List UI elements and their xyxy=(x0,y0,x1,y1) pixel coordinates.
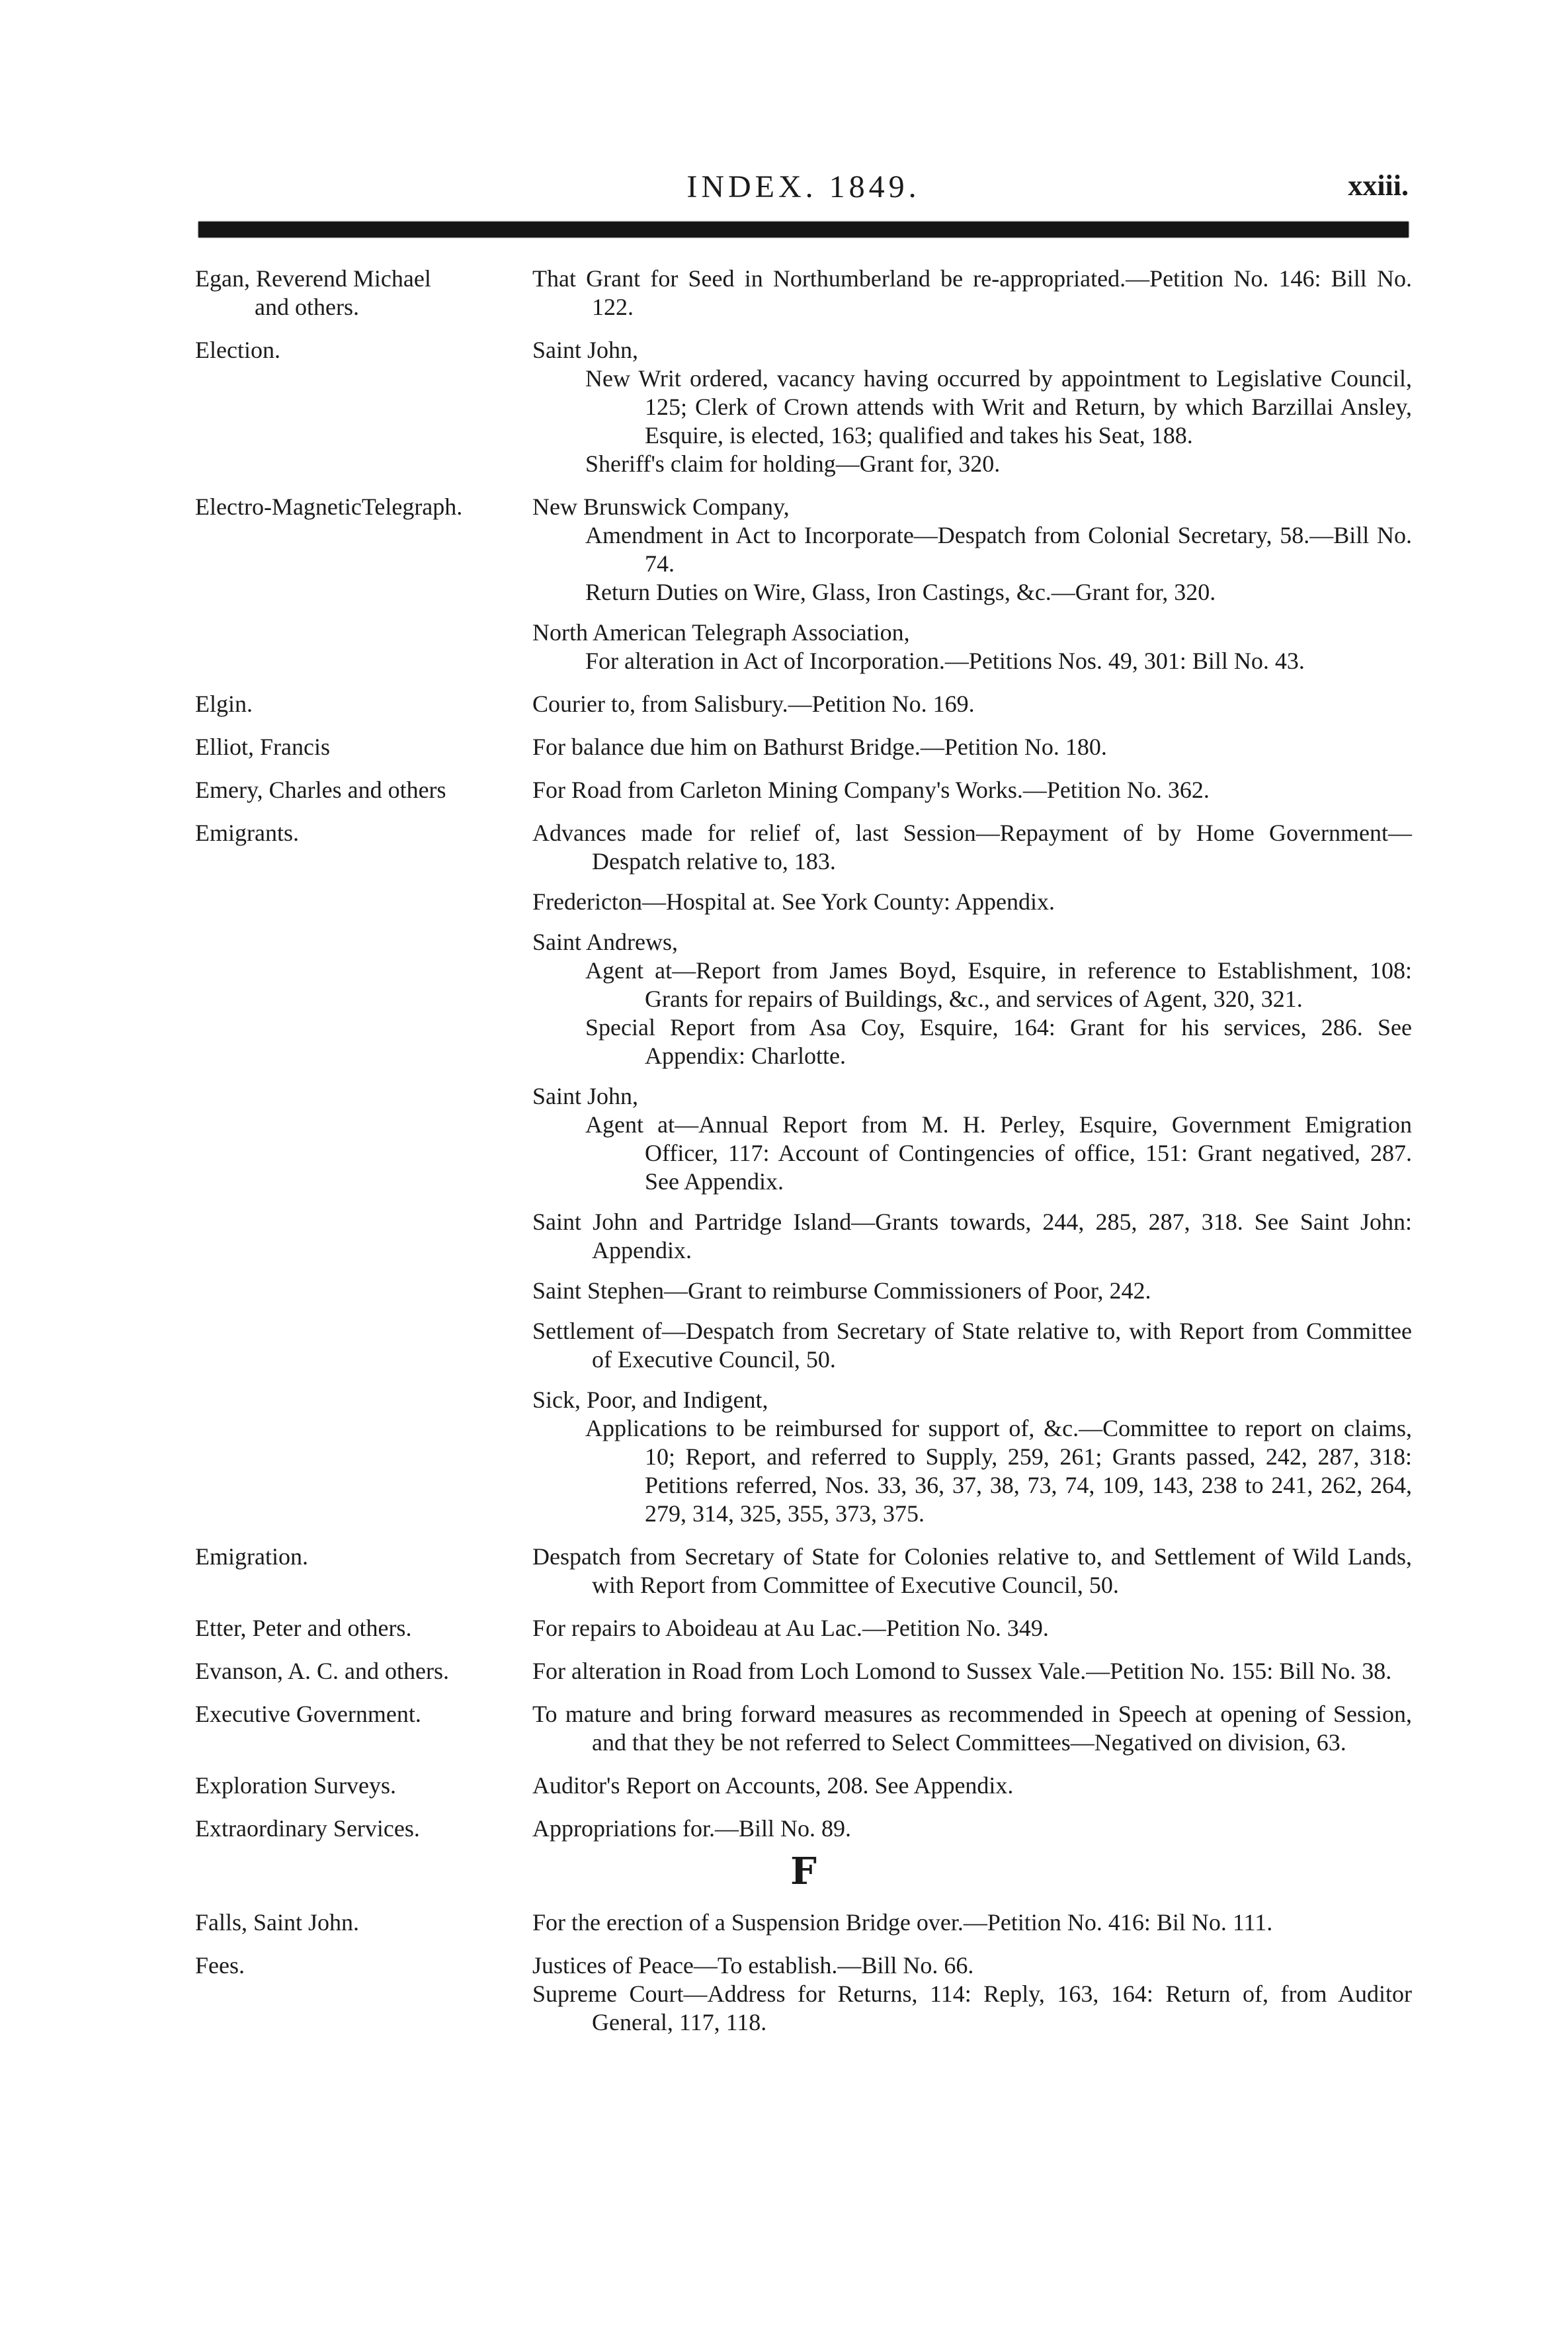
entry-body xyxy=(532,1614,1412,1643)
entry-body xyxy=(532,1543,1412,1600)
term-line: Elliot, Francis xyxy=(195,734,330,760)
term-line: Fees. xyxy=(195,1952,245,1979)
entry-line: For alteration in Road from Loch Lomond to Sussex Vale.—Petition No. 155: Bill No. 38. xyxy=(532,1658,1392,1684)
term-line: Executive Government. xyxy=(195,1701,421,1727)
entry-line: Auditor's Report on Accounts, 208. See Appendix. xyxy=(532,1772,1014,1799)
entry-body xyxy=(532,776,1412,804)
sub-entry-line: New Writ ordered, vacancy having occurred by appointment to Legislative Council, 125; Clerk of Crown attends with Writ and Return, by which Barzillai Ansley, Esquire, is elected, 163; qualified and takes his Seat, 188. xyxy=(585,365,1412,448)
sub-entry-line: Special Report from Asa Coy, Esquire, 164: Grant for his services, 286. See Appendix: Charlotte. xyxy=(585,1014,1412,1069)
entry-body xyxy=(532,733,1412,761)
entry-term xyxy=(195,1815,532,1843)
index-entry xyxy=(195,1543,1412,1600)
sub-entry-line: Applications to be reimbursed for support of, &c.—Committee to report on claims, 10; Report, and referred to Supply, 259, 261; Grants passed, 242, 287, 318: Petitions referred, Nos. 33, 36, 37, 38, 73, 74, 109, 143, 238 to 241, 262, 264, 279, 314, 325, 355, 373, 375. xyxy=(585,1415,1412,1527)
index-entry xyxy=(195,493,1412,675)
entry-line: New Brunswick Company, xyxy=(532,493,790,520)
entry-term xyxy=(195,776,532,804)
entry-term xyxy=(195,1657,532,1686)
header-rule xyxy=(198,222,1409,237)
index-entry xyxy=(195,265,1412,321)
entry-term xyxy=(195,690,532,718)
sub-entry-line: For alteration in Act of Incorporation.—Petitions Nos. 49, 301: Bill No. 43. xyxy=(585,648,1305,674)
entry-line: For repairs to Aboideau at Au Lac.—Petition No. 349. xyxy=(532,1615,1049,1641)
page-title: INDEX. 1849. xyxy=(686,169,921,204)
entry-term xyxy=(195,1614,532,1643)
term-line: Exploration Surveys. xyxy=(195,1772,396,1799)
page-number: xxiii. xyxy=(1348,169,1409,202)
entry-term xyxy=(195,493,532,675)
term-line: Emigration. xyxy=(195,1543,308,1570)
entry-body xyxy=(532,1657,1412,1686)
entry-line: Appropriations for.—Bill No. 89. xyxy=(532,1815,851,1842)
index-entry xyxy=(195,1614,1412,1643)
entry-term xyxy=(195,1700,532,1757)
entry-line: Despatch from Secretary of State for Colonies relative to, and Settlement of Wild Lands, with Report from Committee of Executive Council, 50. xyxy=(532,1543,1412,1598)
term-line: Extraordinary Services. xyxy=(195,1815,420,1842)
index-entry xyxy=(195,1772,1412,1800)
entries-f xyxy=(195,1908,1412,2037)
entry-line: Fredericton—Hospital at. See York County: Appendix. xyxy=(532,888,1055,915)
entry-line: That Grant for Seed in Northumberland be re-appropriated.—Petition No. 146: Bill No. 122. xyxy=(532,265,1412,320)
entry-term xyxy=(195,1908,532,1937)
index-entry xyxy=(195,690,1412,718)
index-entry xyxy=(195,819,1412,1528)
index-entry xyxy=(195,733,1412,761)
entry-line: Saint John, xyxy=(532,337,639,363)
index-entry xyxy=(195,1700,1412,1757)
entry-body xyxy=(532,1951,1412,2037)
index-entry xyxy=(195,1908,1412,1937)
term-line: Emery, Charles and others xyxy=(195,777,446,803)
entry-term xyxy=(195,1951,532,2037)
term-line: Evanson, A. C. and others. xyxy=(195,1658,449,1684)
index-entry xyxy=(195,336,1412,478)
entry-body xyxy=(532,819,1412,1528)
entry-term xyxy=(195,265,532,321)
entry-line: Advances made for relief of, last Session—Repayment of by Home Government—Despatch relative to, 183. xyxy=(532,820,1412,875)
entry-line: North American Telegraph Association, xyxy=(532,619,910,646)
term-line: Emigrants. xyxy=(195,820,299,846)
entry-line: To mature and bring forward measures as recommended in Speech at opening of Session, and that they be not referred to Select Committees—Negatived on division, 63. xyxy=(532,1701,1412,1756)
entry-body xyxy=(532,1908,1412,1937)
entry-body xyxy=(532,493,1412,675)
entry-body xyxy=(532,1700,1412,1757)
term-line: and others. xyxy=(255,294,359,320)
entry-term xyxy=(195,733,532,761)
entry-body xyxy=(532,336,1412,478)
entry-line: For balance due him on Bathurst Bridge.—Petition No. 180. xyxy=(532,734,1107,760)
term-line: Elgin. xyxy=(195,691,253,717)
term-line: Egan, Reverend Michael xyxy=(195,265,431,292)
entry-term xyxy=(195,336,532,478)
entry-line: Justices of Peace—To establish.—Bill No. 66. xyxy=(532,1952,974,1979)
entry-body xyxy=(532,1772,1412,1800)
entry-line: Saint Andrews, xyxy=(532,929,678,955)
term-line: Etter, Peter and others. xyxy=(195,1615,412,1641)
entry-line: Supreme Court—Address for Returns, 114: Reply, 163, 164: Return of, from Auditor General, 117, 118. xyxy=(532,1981,1412,2035)
entry-body xyxy=(532,1815,1412,1843)
entry-line: Saint John, xyxy=(532,1083,639,1109)
entries-e xyxy=(195,265,1412,1843)
section-letter: F xyxy=(790,1850,817,1893)
entry-term xyxy=(195,1772,532,1800)
page-header xyxy=(198,169,1409,215)
entry-line: Sick, Poor, and Indigent, xyxy=(532,1387,768,1413)
entry-body xyxy=(532,690,1412,718)
sub-entry-line: Return Duties on Wire, Glass, Iron Castings, &c.—Grant for, 320. xyxy=(585,579,1216,605)
index-entry xyxy=(195,1951,1412,2037)
term-line: Electro-MagneticTelegraph. xyxy=(195,493,463,520)
sub-entry-line: Amendment in Act to Incorporate—Despatch from Colonial Secretary, 58.—Bill No. 74. xyxy=(585,522,1412,577)
index-entries xyxy=(195,265,1412,2051)
entry-line: For the erection of a Suspension Bridge over.—Petition No. 416: Bil No. 111. xyxy=(532,1909,1273,1936)
entry-line: Saint John and Partridge Island—Grants towards, 244, 285, 287, 318. See Saint John: Appendix. xyxy=(532,1209,1412,1263)
entry-line: Saint Stephen—Grant to reimburse Commissioners of Poor, 242. xyxy=(532,1277,1151,1304)
term-line: Election. xyxy=(195,337,280,363)
index-entry xyxy=(195,776,1412,804)
sub-entry-line: Agent at—Report from James Boyd, Esquire, in reference to Establishment, 108: Grants for repairs of Buildings, &c., and services of Agent, 320, 321. xyxy=(585,957,1412,1012)
index-entry xyxy=(195,1657,1412,1686)
entry-line: Settlement of—Despatch from Secretary of State relative to, with Report from Committee of Executive Council, 50. xyxy=(532,1318,1412,1373)
entry-line: For Road from Carleton Mining Company's Works.—Petition No. 362. xyxy=(532,777,1210,803)
sub-entry-line: Sheriff's claim for holding—Grant for, 320. xyxy=(585,450,1001,477)
sub-entry-line: Agent at—Annual Report from M. H. Perley, Esquire, Government Emigration Officer, 117: Account of Contingencies of office, 151: Grant negatived, 287. See Appendix. xyxy=(585,1111,1412,1195)
index-entry xyxy=(195,1815,1412,1843)
entry-term xyxy=(195,819,532,1528)
entry-line: Courier to, from Salisbury.—Petition No. 169. xyxy=(532,691,975,717)
entry-body xyxy=(532,265,1412,321)
entry-term xyxy=(195,1543,532,1600)
term-line: Falls, Saint John. xyxy=(195,1909,360,1936)
